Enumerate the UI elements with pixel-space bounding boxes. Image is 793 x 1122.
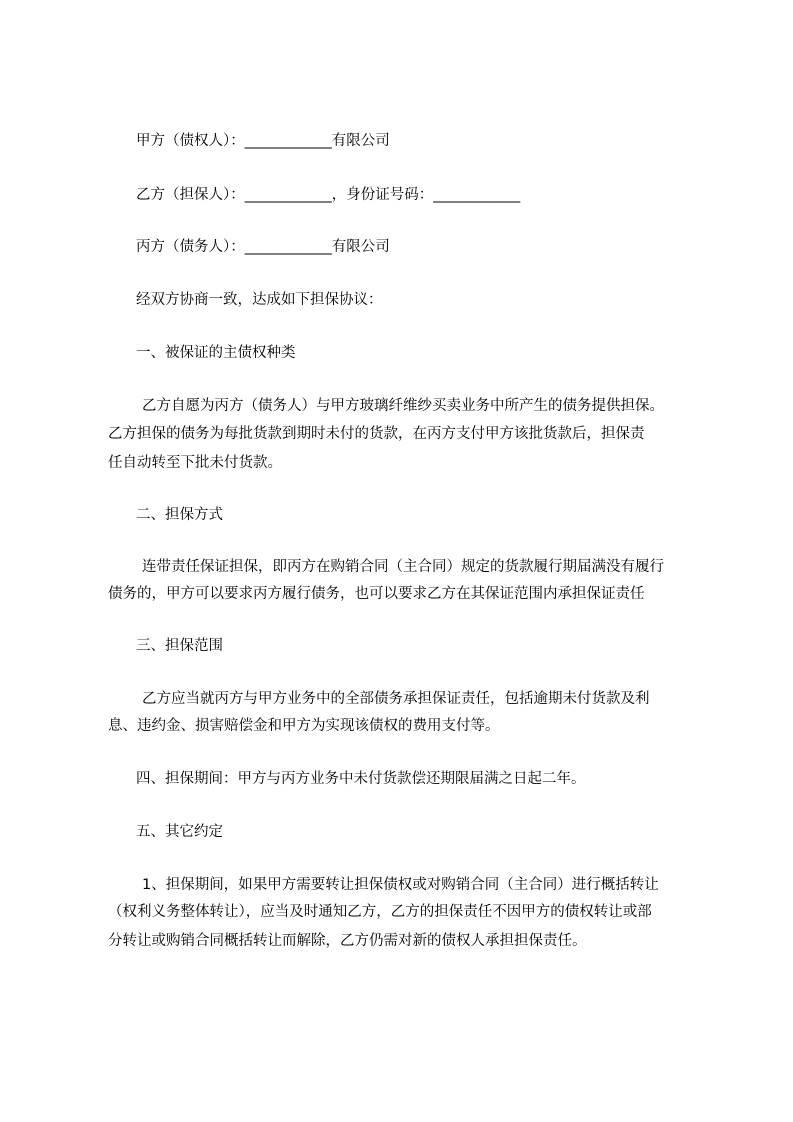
- section1-line-2: 乙方担保的债务为每批货款到期时未付的货款，在丙方支付甲方该批货款后，担保责: [108, 426, 645, 442]
- party-b-id-blank: ____________: [433, 187, 521, 203]
- section3-heading: 三、担保范围: [136, 638, 223, 654]
- section2-line-1: 连带责任保证担保，即丙方在购销合同（主合同）规定的货款履行期届满没有履行: [142, 559, 664, 575]
- party-b-blank: ____________: [244, 187, 332, 203]
- party-b-label: 乙方（担保人）：: [136, 187, 245, 203]
- section5-heading: 五、其它约定: [136, 824, 223, 840]
- party-b-line: [136, 185, 520, 205]
- party-c-label: 丙方（债务人）：: [136, 239, 245, 255]
- section4-heading: 四、担保期间：甲方与丙方业务中未付货款偿还期限届满之日起二年。: [136, 771, 586, 787]
- section1-line-1: 乙方自愿为丙方（债务人）与甲方玻璃纤维纱买卖业务中所产生的债务提供担保。: [142, 398, 664, 414]
- party-a-blank: ____________: [244, 133, 332, 149]
- section2-heading: 二、担保方式: [136, 507, 223, 523]
- section5-line-3: 分转让或购销合同概括转让而解除，乙方仍需对新的债权人承担担保责任。: [108, 933, 587, 949]
- section5-line-2: （权利义务整体转让），应当及时通知乙方，乙方的担保责任不因甲方的债权转让或部: [108, 904, 652, 920]
- party-b-id-label: ，身份证号码：: [331, 187, 434, 203]
- party-c-blank: ____________: [244, 239, 332, 255]
- section1-heading: 一、被保证的主债权种类: [136, 345, 296, 361]
- section5-line-1: 1、担保期间，如果甲方需要转让担保债权或对购销合同（主合同）进行概括转让: [142, 877, 659, 893]
- party-c-line: [136, 237, 390, 257]
- section3-line-1: 乙方应当就丙方与甲方业务中的全部债务承担保证责任，包括逾期未付货款及利: [142, 691, 650, 707]
- party-a-line: [136, 131, 390, 151]
- party-c-suffix: 有限公司: [331, 239, 390, 255]
- section1-line-3: 任自动转至下批未付货款。: [108, 455, 282, 471]
- party-a-label: 甲方（债权人）：: [136, 133, 245, 149]
- intro-text: 经双方协商一致，达成如下担保协议：: [136, 292, 383, 308]
- section2-line-2: 债务的，甲方可以要求丙方履行债务，也可以要求乙方在其保证范围内承担保证责任: [108, 586, 645, 602]
- party-a-suffix: 有限公司: [331, 133, 390, 149]
- section3-line-2: 息、违约金、损害赔偿金和甲方为实现该债权的费用支付等。: [108, 718, 500, 734]
